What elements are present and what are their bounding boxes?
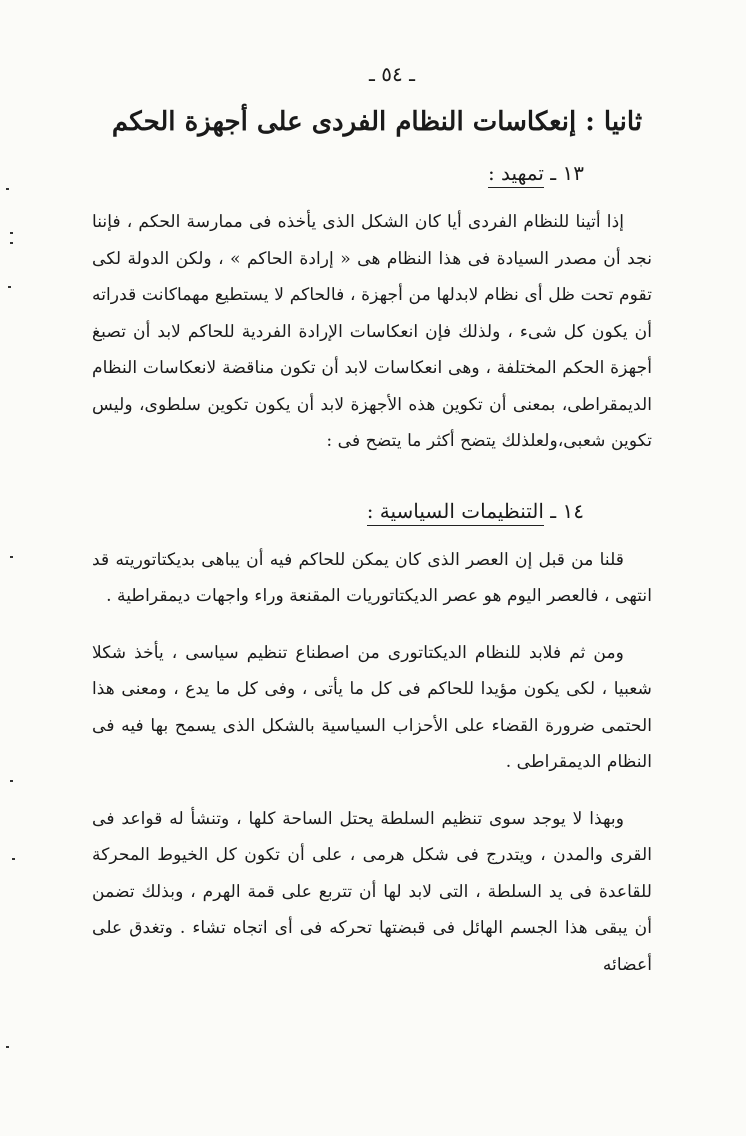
margin-mark bbox=[12, 858, 15, 860]
margin-mark bbox=[10, 556, 13, 558]
paragraph: ومن ثم فلابد للنظام الديكتاتورى من اصطناع تنظيم سياسى ، يأخذ شكلا شعبيا ، لكى يكون مؤيدا للحاكم فى كل ما يأتى ، وفى كل ما يدع ، ومعنى هذا الحتمى ضرورة القضاء على الأحزاب السياسية بالشكل الذى يسمح بها فيه فى النظام الديمقراطى . bbox=[92, 642, 652, 772]
paragraph: وبهذا لا يوجد سوى تنظيم السلطة يحتل الساحة كلها ، وتنشأ له قواعد فى القرى والمدن ، ويتدرج فى شكل هرمى ، على أن تكون كل الخيوط المحركة للقاعدة فى يد السلطة ، التى لابد لها أن تتربع على قمة الهرم ، وبذلك تضمن أن يبقى هذا الجسم الهائل فى قبضتها تحركه فى أى اتجاه تشاء . وتغدق على أعضائه bbox=[92, 808, 652, 975]
margin-mark bbox=[6, 1046, 9, 1048]
heading-number: ١٣ ـ bbox=[550, 161, 584, 185]
heading-title: التنظيمات السياسية : bbox=[367, 499, 544, 526]
subsection-heading-14 bbox=[92, 494, 584, 528]
margin-mark bbox=[6, 188, 9, 190]
book-page bbox=[92, 60, 652, 983]
subsection-heading-13 bbox=[92, 156, 584, 190]
margin-mark bbox=[8, 286, 11, 288]
paragraph: إذا أتينا للنظام الفردى أيا كان الشكل الذى يأخذه فى ممارسة الحكم ، فإننا نجد أن مصدر السيادة فى هذا النظام هى « إرادة الحاكم » ، ولكن الدولة لكى تقوم تحت ظل أى نظام لابدلها من أجهزة ، فالحاكم لا يستطيع مهماكانت قدراته أن يكون كل شىء ، ولذلك فإن انعكاسات الإرادة الفردية للحاكم لابد أن تصبغ أجهزة الحكم المختلفة ، وهى انعكاسات لابد أن تكون مناقضة لانعكاسات النظام الديمقراطى، بمعنى أن تكوين هذه الأجهزة لابد أن يكون تكوين سلطوى، وليس تكوين شعبى،ولعلذلك يتضح أكثر ما يتضح فى : bbox=[92, 212, 652, 451]
margin-mark bbox=[10, 242, 13, 244]
section-title: ثانيا : إنعكاسات النظام الفردى على أجهزة الحكم bbox=[111, 107, 643, 137]
margin-mark bbox=[10, 232, 13, 234]
heading-number: ١٤ ـ bbox=[550, 498, 584, 523]
paragraph: قلنا من قبل إن العصر الذى كان يمكن للحاكم فيه أن يباهى بديكتاتوريته قد انتهى ، فالعصر اليوم هو عصر الديكتاتوريات المقنعة وراء واجهات ديمقراطية . bbox=[92, 549, 652, 606]
page-number: ـ ٥٤ ـ bbox=[369, 62, 415, 86]
margin-mark bbox=[10, 780, 13, 782]
heading-title: تمهيد : bbox=[488, 161, 544, 188]
